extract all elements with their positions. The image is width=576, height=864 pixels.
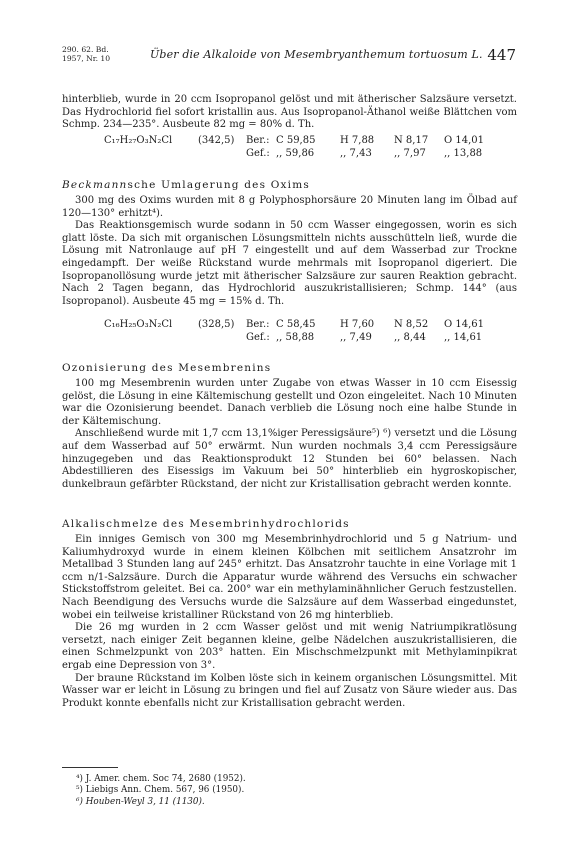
ber-label: Ber.: [246, 135, 270, 146]
journal-reference [62, 45, 110, 63]
ber-o: O 14,01 [444, 135, 485, 146]
beckmann-body [62, 195, 517, 308]
intro-block [62, 94, 517, 132]
gef-h: ,, 7,49 [340, 331, 372, 343]
gef-c: ,, 59,86 [276, 147, 315, 159]
section-heading-beckmann [62, 179, 310, 191]
ber-c: C 58,45 [276, 319, 316, 330]
heading-rest: sche Umlagerung des Oxims [127, 179, 310, 191]
gef-o: ,, 14,61 [444, 331, 483, 343]
beckmann-paragraph-2: Das Reaktionsgemisch wurde sodann in 50 ccm Wasser eingegossen, worin es sich glatt löste. Da sich mit organischen Lösungsmitteln nichts ausschütteln ließ, wurde die Lösung mit Natronlauge auf pH 7 eingestellt und auf dem Wasserbad zur Trockne eingedampft. Der weiße Rückstand wurde mehrmals mit Isopropanol digeriert. Die Isopropanollösung wurde jetzt mit ätherischer Salzsäure zur sauren Reaktion gebracht. Nach 2 Tagen begann, das Hydrochlorid auszukristallisieren; Schmp. 144° (aus Isopropanol). Ausbeute 45 mg = 15% d. Th. [62, 220, 517, 307]
footnotes [62, 774, 246, 808]
footnote-rule [62, 767, 118, 768]
alkali-paragraph-2: Die 26 mg wurden in 2 ccm Wasser gelöst und mit wenig Natriumpikratlösung versetzt, nach einiger Zeit begannen kleine, gelbe Nädelchen auszukristallisieren, die einen Schmelzpunkt von 203° hatten. Ein Mischschmelzpunkt mit Methylaminpikrat ergab eine Depression von 3°. [62, 622, 517, 671]
page-number: 447 [487, 46, 516, 64]
gef-h: ,, 7,43 [340, 147, 372, 159]
analysis-formula: C₁₇H₂₇O₃N₂Cl [104, 135, 173, 146]
running-title: Über die Alkaloide von Mesembryanthemum tortuosum L. [150, 48, 483, 61]
journal-volume: 290. 62. Bd. [62, 45, 109, 54]
ber-n: N 8,52 [394, 319, 429, 330]
footnote-6: ⁶) Houben-Weyl 3, 11 (1130). [76, 796, 205, 807]
gef-n: ,, 7,97 [394, 147, 426, 159]
ber-h: H 7,60 [340, 319, 375, 330]
gef-n: ,, 8,44 [394, 331, 426, 343]
ozonisierung-paragraph-2: Anschließend wurde mit 1,7 ccm 13,1%iger Peressigsäure⁵) ⁶) versetzt und die Lösung auf dem Wasserbad auf 50° erwärmt. Nun wurden nochmals 3,4 ccm Peressigsäure hinzugegeben und das Reaktionsprodukt 12 Stunden bei 60° belassen. Nach Abdestillieren des Eisessigs im Vakuum bei 50° hinterblieb ein hygroskopischer, dunkelbraun gefärbter Rückstand, der nicht zur Kristallisation gebracht werden konnte. [62, 428, 517, 490]
ber-label: Ber.: [246, 319, 270, 330]
analysis-mass: (342,5) [198, 135, 235, 146]
section-heading-ozonisierung: Ozonisierung des Mesembrenins [62, 362, 272, 374]
ozonisierung-body [62, 378, 517, 491]
alkali-paragraph-3: Der braune Rückstand im Kolben löste sich in keinem organischen Lösungsmittel. Mit Wasser war er leicht in Lösung zu bringen und fiel auf Zusatz von Säure wieder aus. Das Produkt konnte ebenfalls nicht zur Kristallisation gebracht werden. [62, 672, 517, 709]
gef-label: Gef.: [246, 331, 270, 343]
ber-h: H 7,88 [340, 135, 375, 146]
gef-label: Gef.: [246, 147, 270, 159]
journal-issue: 1957, Nr. 10 [62, 54, 111, 63]
section-heading-alkali: Alkalischmelze des Mesembrinhydrochlorids [62, 518, 350, 530]
beckmann-paragraph-1: 300 mg des Oxims wurden mit 8 g Polyphosphorsäure 20 Minuten lang im Ölbad auf 120—130° erhitzt⁴). [62, 195, 517, 219]
page-header [62, 44, 518, 70]
intro-paragraph: hinterblieb, wurde in 20 ccm Isopropanol gelöst und mit ätherischer Salzsäure versetzt. Das Hydrochlorid fiel sofort kristallin aus. Aus Isopropanol-Äthanol weiße Blättchen vom Schmp. 234—235°. Ausbeute 82 mg = 80% d. Th. [62, 94, 517, 131]
ozonisierung-paragraph-1: 100 mg Mesembrenin wurden unter Zugabe von etwas Wasser in 10 ccm Eisessig gelöst, die Lösung in eine Kältemischung gestellt und Ozon eingeleitet. Nach 10 Minuten war die Ozonisierung beendet. Danach verblieb die Lösung noch eine halbe Stunde in der Kältemischung. [62, 378, 517, 427]
ber-c: C 59,85 [276, 135, 316, 146]
analysis-formula: C₁₆H₂₅O₃N₂Cl [104, 319, 173, 330]
ber-o: O 14,61 [444, 319, 485, 330]
footnote-4: ⁴) J. Amer. chem. Soc 74, 2680 (1952). [76, 774, 246, 784]
gef-o: ,, 13,88 [444, 147, 483, 159]
alkali-paragraph-1: Ein inniges Gemisch von 300 mg Mesembrinhydrochlorid und 5 g Natrium- und Kaliumhydroxyd wurde in einem kleinen Kölbchen mit seitlichem Ansatzrohr im Metallbad 3 Stunden lang auf 245° erhitzt. Das Ansatzrohr tauchte in eine Vorlage mit 1 ccm n/1-Salzsäure. Durch die Apparatur wurde während des Versuchs ein schwacher Stickstoffstrom geleitet. Bei ca. 200° war ein methylaminähnlicher Geruch festzustellen. Nach Beendigung des Versuchs wurde die Salzsäure auf dem Wasserbad eingedunstet, wobei ein teilweise kristalliner Rückstand von 26 mg hinterblieb. [62, 534, 517, 621]
heading-name: Beckmann [62, 179, 128, 191]
ber-n: N 8,17 [394, 135, 429, 146]
gef-c: ,, 58,88 [276, 331, 315, 343]
alkali-body [62, 534, 517, 710]
footnote-5: ⁵) Liebigs Ann. Chem. 567, 96 (1950). [76, 785, 245, 796]
analysis-mass: (328,5) [198, 319, 235, 330]
